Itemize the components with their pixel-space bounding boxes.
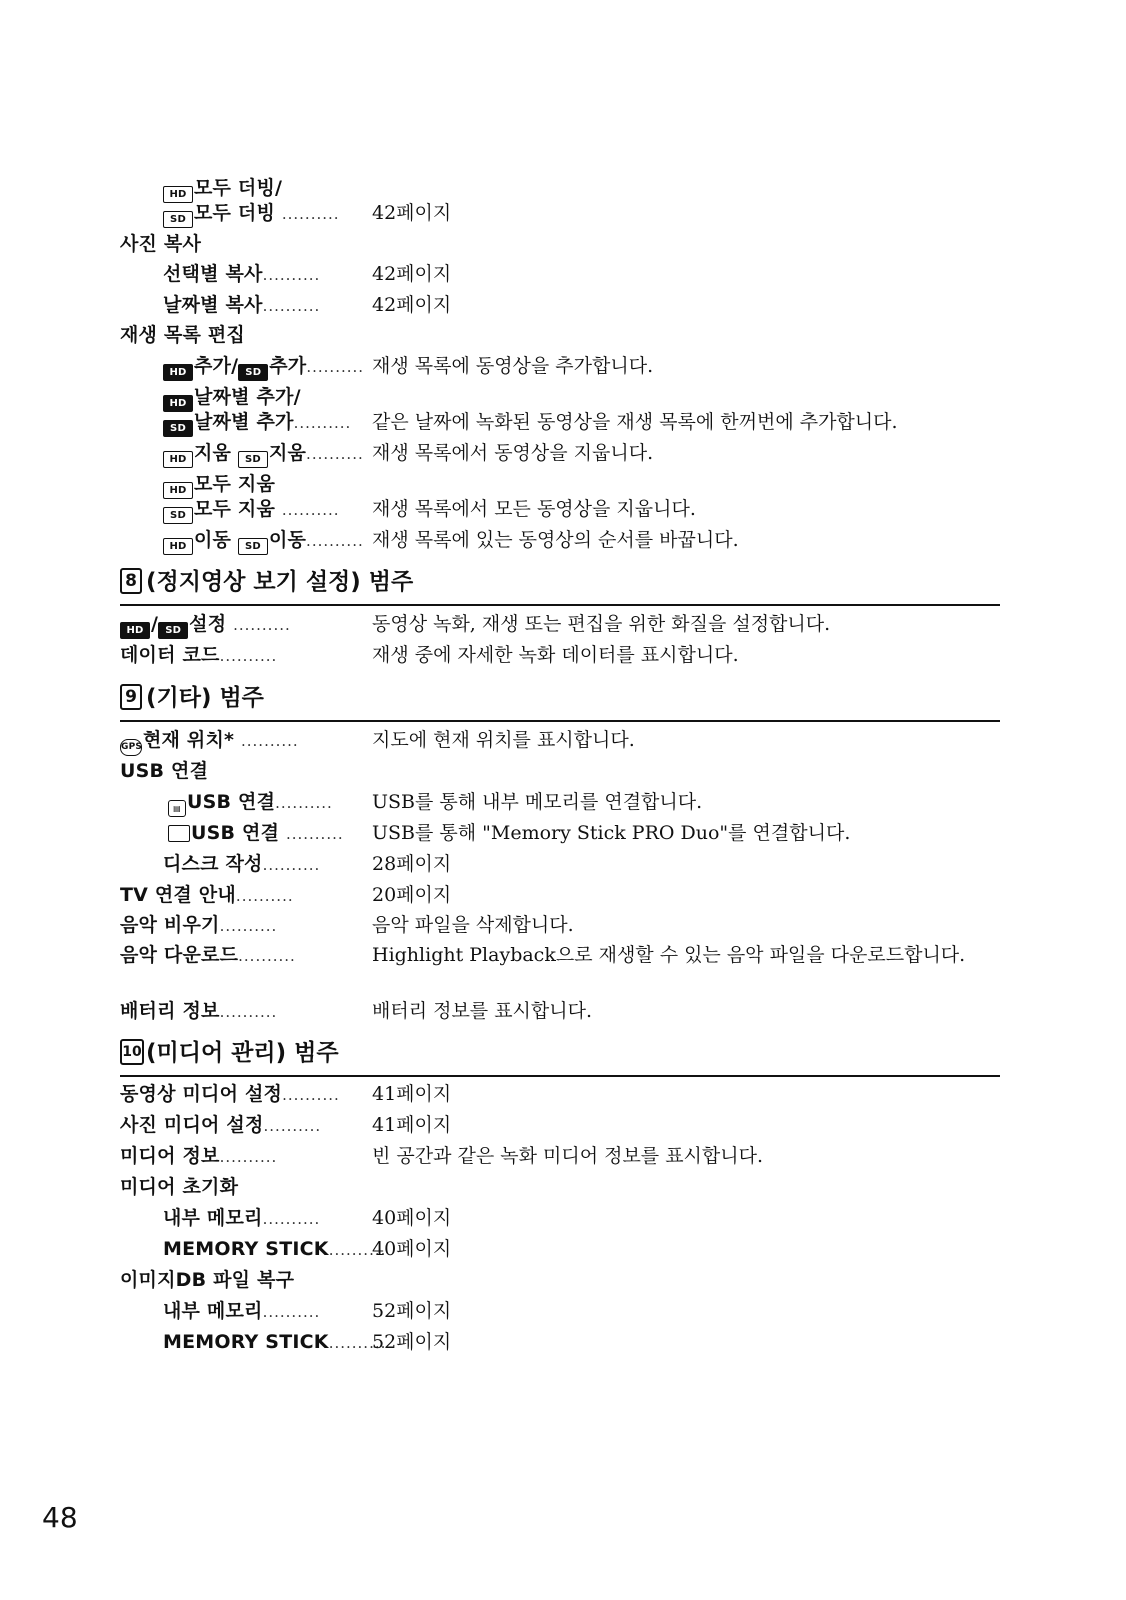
entry-quality-setting	[0, 609, 1126, 639]
entry-media-info	[0, 1141, 1126, 1171]
entry-label: 모두 더빙	[194, 202, 276, 224]
section-8-header	[120, 566, 1000, 606]
entry-label: 미디어 초기화	[120, 1176, 239, 1198]
entry-desc: 52페이지	[372, 1331, 452, 1353]
dot-leader: ..........	[275, 794, 333, 812]
dot-leader: ..........	[262, 1210, 321, 1228]
entry-desc: 빈 공간과 같은 녹화 미디어 정보를 표시합니다.	[372, 1145, 764, 1167]
entry-label: MEMORY STICK	[163, 1331, 329, 1353]
entry-desc: 28페이지	[372, 853, 452, 875]
entry-label: USB 연결	[120, 760, 209, 782]
section-number: 10	[120, 1039, 144, 1065]
entry-playlist-edit	[0, 320, 1126, 350]
entry-label: 내부 메모리	[163, 1300, 263, 1322]
sd-icon: SD	[238, 538, 268, 555]
entry-desc: 재생 목록에 동영상을 추가합니다.	[372, 355, 654, 377]
dot-leader: ..........	[262, 856, 321, 874]
entry-label: 이미지DB 파일 복구	[120, 1269, 295, 1291]
dot-leader: ..........	[219, 917, 278, 935]
internal-memory-icon: ▤	[168, 800, 186, 817]
entry-disc-burn	[0, 849, 1126, 879]
entry-desc: 41페이지	[372, 1083, 452, 1105]
entry-desc: 41페이지	[372, 1114, 452, 1136]
entry-label: 현재 위치	[143, 729, 225, 751]
entry-label: 날짜별 추가	[194, 411, 294, 433]
hd-icon: HD	[120, 622, 150, 639]
section-number: 9	[120, 684, 142, 710]
hd-icon: HD	[163, 538, 193, 555]
entry-label: USB 연결	[191, 822, 280, 844]
entry-move	[0, 525, 1126, 555]
dot-leader: ..........	[219, 1148, 278, 1166]
dot-leader: ..........	[219, 647, 278, 665]
entry-label: 설정	[189, 613, 227, 635]
entry-desc: 재생 목록에 있는 동영상의 순서를 바꿉니다.	[372, 529, 739, 551]
dot-leader: ..........	[328, 1241, 387, 1259]
dot-leader: ..........	[328, 1334, 387, 1352]
entry-repair-memory-stick	[0, 1327, 1126, 1357]
section-10-header	[120, 1037, 1000, 1077]
entry-label: 사진 미디어 설정	[120, 1114, 264, 1136]
entry-desc: 42페이지	[372, 202, 452, 224]
entry-format-internal	[0, 1203, 1126, 1233]
entry-copy-select	[0, 259, 1126, 289]
entry-tv-guide	[0, 880, 1126, 910]
entry-desc: 음악 파일을 삭제합니다.	[372, 914, 574, 936]
entry-label: 사진 복사	[120, 233, 202, 255]
entry-label: 추가	[269, 355, 307, 377]
entry-label: 모두 더빙/	[194, 177, 283, 199]
entry-desc: 42페이지	[372, 294, 452, 316]
section-title: (미디어 관리) 범주	[146, 1040, 339, 1066]
section-title: (정지영상 보기 설정) 범주	[146, 569, 414, 595]
section-9-header	[120, 682, 1000, 722]
hd-icon: HD	[163, 364, 193, 381]
entry-desc: 42페이지	[372, 263, 452, 285]
hd-icon: HD	[163, 395, 193, 412]
entry-label: 음악 비우기	[120, 914, 220, 936]
dot-leader: ..........	[281, 501, 340, 519]
entry-label: 내부 메모리	[163, 1207, 263, 1229]
dot-leader: ..........	[281, 205, 340, 223]
entry-label: 날짜별 복사	[163, 294, 263, 316]
entry-label: 재생 목록 편집	[120, 324, 245, 346]
entry-label: 음악 다운로드	[120, 944, 239, 966]
entry-current-location	[0, 725, 1126, 755]
entry-usb-connect	[0, 756, 1126, 786]
entry-desc: 40페이지	[372, 1207, 452, 1229]
entry-label: USB 연결	[187, 791, 276, 813]
dot-leader: ..........	[306, 445, 364, 463]
entry-desc: 같은 날짜에 녹화된 동영상을 재생 목록에 한꺼번에 추가합니다.	[372, 411, 898, 433]
dot-leader: ..........	[285, 825, 344, 843]
entry-label: 배터리 정보	[120, 1000, 220, 1022]
sd-icon: SD	[163, 420, 193, 437]
hd-icon: HD	[163, 186, 193, 203]
gps-icon: GPS	[120, 739, 142, 756]
entry-label: 미디어 정보	[120, 1145, 220, 1167]
entry-desc: USB를 통해 내부 메모리를 연결합니다.	[372, 791, 703, 813]
dot-leader: ..........	[262, 1303, 321, 1321]
entry-label: TV 연결 안내	[120, 884, 236, 906]
entry-dub-all-sd	[0, 198, 1126, 228]
entry-label: 데이터 코드	[120, 644, 220, 666]
entry-desc: 52페이지	[372, 1300, 452, 1322]
dot-leader: ..........	[238, 947, 296, 965]
dot-leader: ..........	[262, 297, 321, 315]
dot-leader: ..........	[306, 358, 365, 376]
entry-label: 추가/	[194, 355, 239, 377]
entry-movie-media	[0, 1079, 1126, 1109]
dot-leader: ..........	[306, 532, 364, 550]
sd-icon: SD	[163, 507, 193, 524]
entry-desc: 40페이지	[372, 1238, 452, 1260]
entry-label: 이동	[194, 529, 232, 551]
entry-photo-copy	[0, 229, 1126, 259]
entry-label: MEMORY STICK	[163, 1238, 329, 1260]
page-number: 48	[42, 1501, 78, 1534]
entry-label: 지움	[268, 442, 307, 464]
entry-desc: 배터리 정보를 표시합니다.	[372, 1000, 593, 1022]
dot-leader: ..........	[241, 732, 299, 750]
dot-leader: ..........	[235, 887, 294, 905]
entry-erase	[0, 438, 1126, 468]
entry-desc: 재생 목록에서 모든 동영상을 지웁니다.	[372, 498, 696, 520]
dot-leader: ..........	[263, 1117, 322, 1135]
dot-leader: ..........	[293, 414, 352, 432]
hd-icon: HD	[163, 451, 193, 468]
entry-usb-memory-stick	[0, 818, 1126, 848]
entry-desc: Highlight Playback으로 재생할 수 있는 음악 파일을 다운로드합니다.	[372, 944, 966, 966]
entry-repair-internal	[0, 1296, 1126, 1326]
entry-label: 날짜별 추가/	[194, 386, 301, 408]
entry-label: 디스크 작성	[163, 853, 263, 875]
entry-erase-all-sd	[0, 494, 1126, 524]
entry-copy-date	[0, 290, 1126, 320]
entry-music-empty	[0, 910, 1126, 940]
entry-desc: USB를 통해 "Memory Stick PRO Duo"를 연결합니다.	[372, 822, 851, 844]
entry-db-repair	[0, 1265, 1126, 1295]
entry-label: 동영상 미디어 설정	[120, 1083, 283, 1105]
entry-separator: /	[151, 613, 159, 635]
entry-desc: 재생 목록에서 동영상을 지웁니다.	[372, 442, 654, 464]
footnote-mark: *	[224, 729, 235, 751]
entry-label: 이동	[268, 529, 307, 551]
section-title: (기타) 범주	[146, 685, 264, 711]
entry-add-date-sd	[0, 407, 1126, 437]
entry-battery-info	[0, 996, 1126, 1026]
entry-music-download	[0, 940, 1126, 1000]
dot-leader: ..........	[262, 266, 321, 284]
sd-icon: SD	[158, 622, 188, 639]
entry-media-format	[0, 1172, 1126, 1202]
hd-icon: HD	[163, 482, 193, 499]
dot-leader: ..........	[282, 1086, 340, 1104]
dot-leader: ..........	[219, 1003, 278, 1021]
section-number: 8	[120, 568, 142, 594]
sd-icon: SD	[238, 451, 268, 468]
entry-label: 지움	[194, 442, 232, 464]
entry-desc: 지도에 현재 위치를 표시합니다.	[372, 729, 635, 751]
entry-photo-media	[0, 1110, 1126, 1140]
entry-add	[0, 351, 1126, 381]
entry-format-memory-stick	[0, 1234, 1126, 1264]
entry-label: 모두 지움	[194, 498, 276, 520]
entry-desc: 재생 중에 자세한 녹화 데이터를 표시합니다.	[372, 644, 739, 666]
entry-label: 모두 지움	[194, 473, 276, 495]
entry-desc: 동영상 녹화, 재생 또는 편집을 위한 화질을 설정합니다.	[372, 613, 831, 635]
entry-label: 선택별 복사	[163, 263, 263, 285]
entry-data-code	[0, 640, 1126, 670]
dot-leader: ..........	[233, 616, 291, 634]
sd-icon: SD	[238, 364, 268, 381]
memory-stick-icon	[168, 825, 190, 842]
entry-usb-internal	[0, 787, 1126, 817]
entry-desc: 20페이지	[372, 884, 452, 906]
sd-icon: SD	[163, 211, 193, 228]
